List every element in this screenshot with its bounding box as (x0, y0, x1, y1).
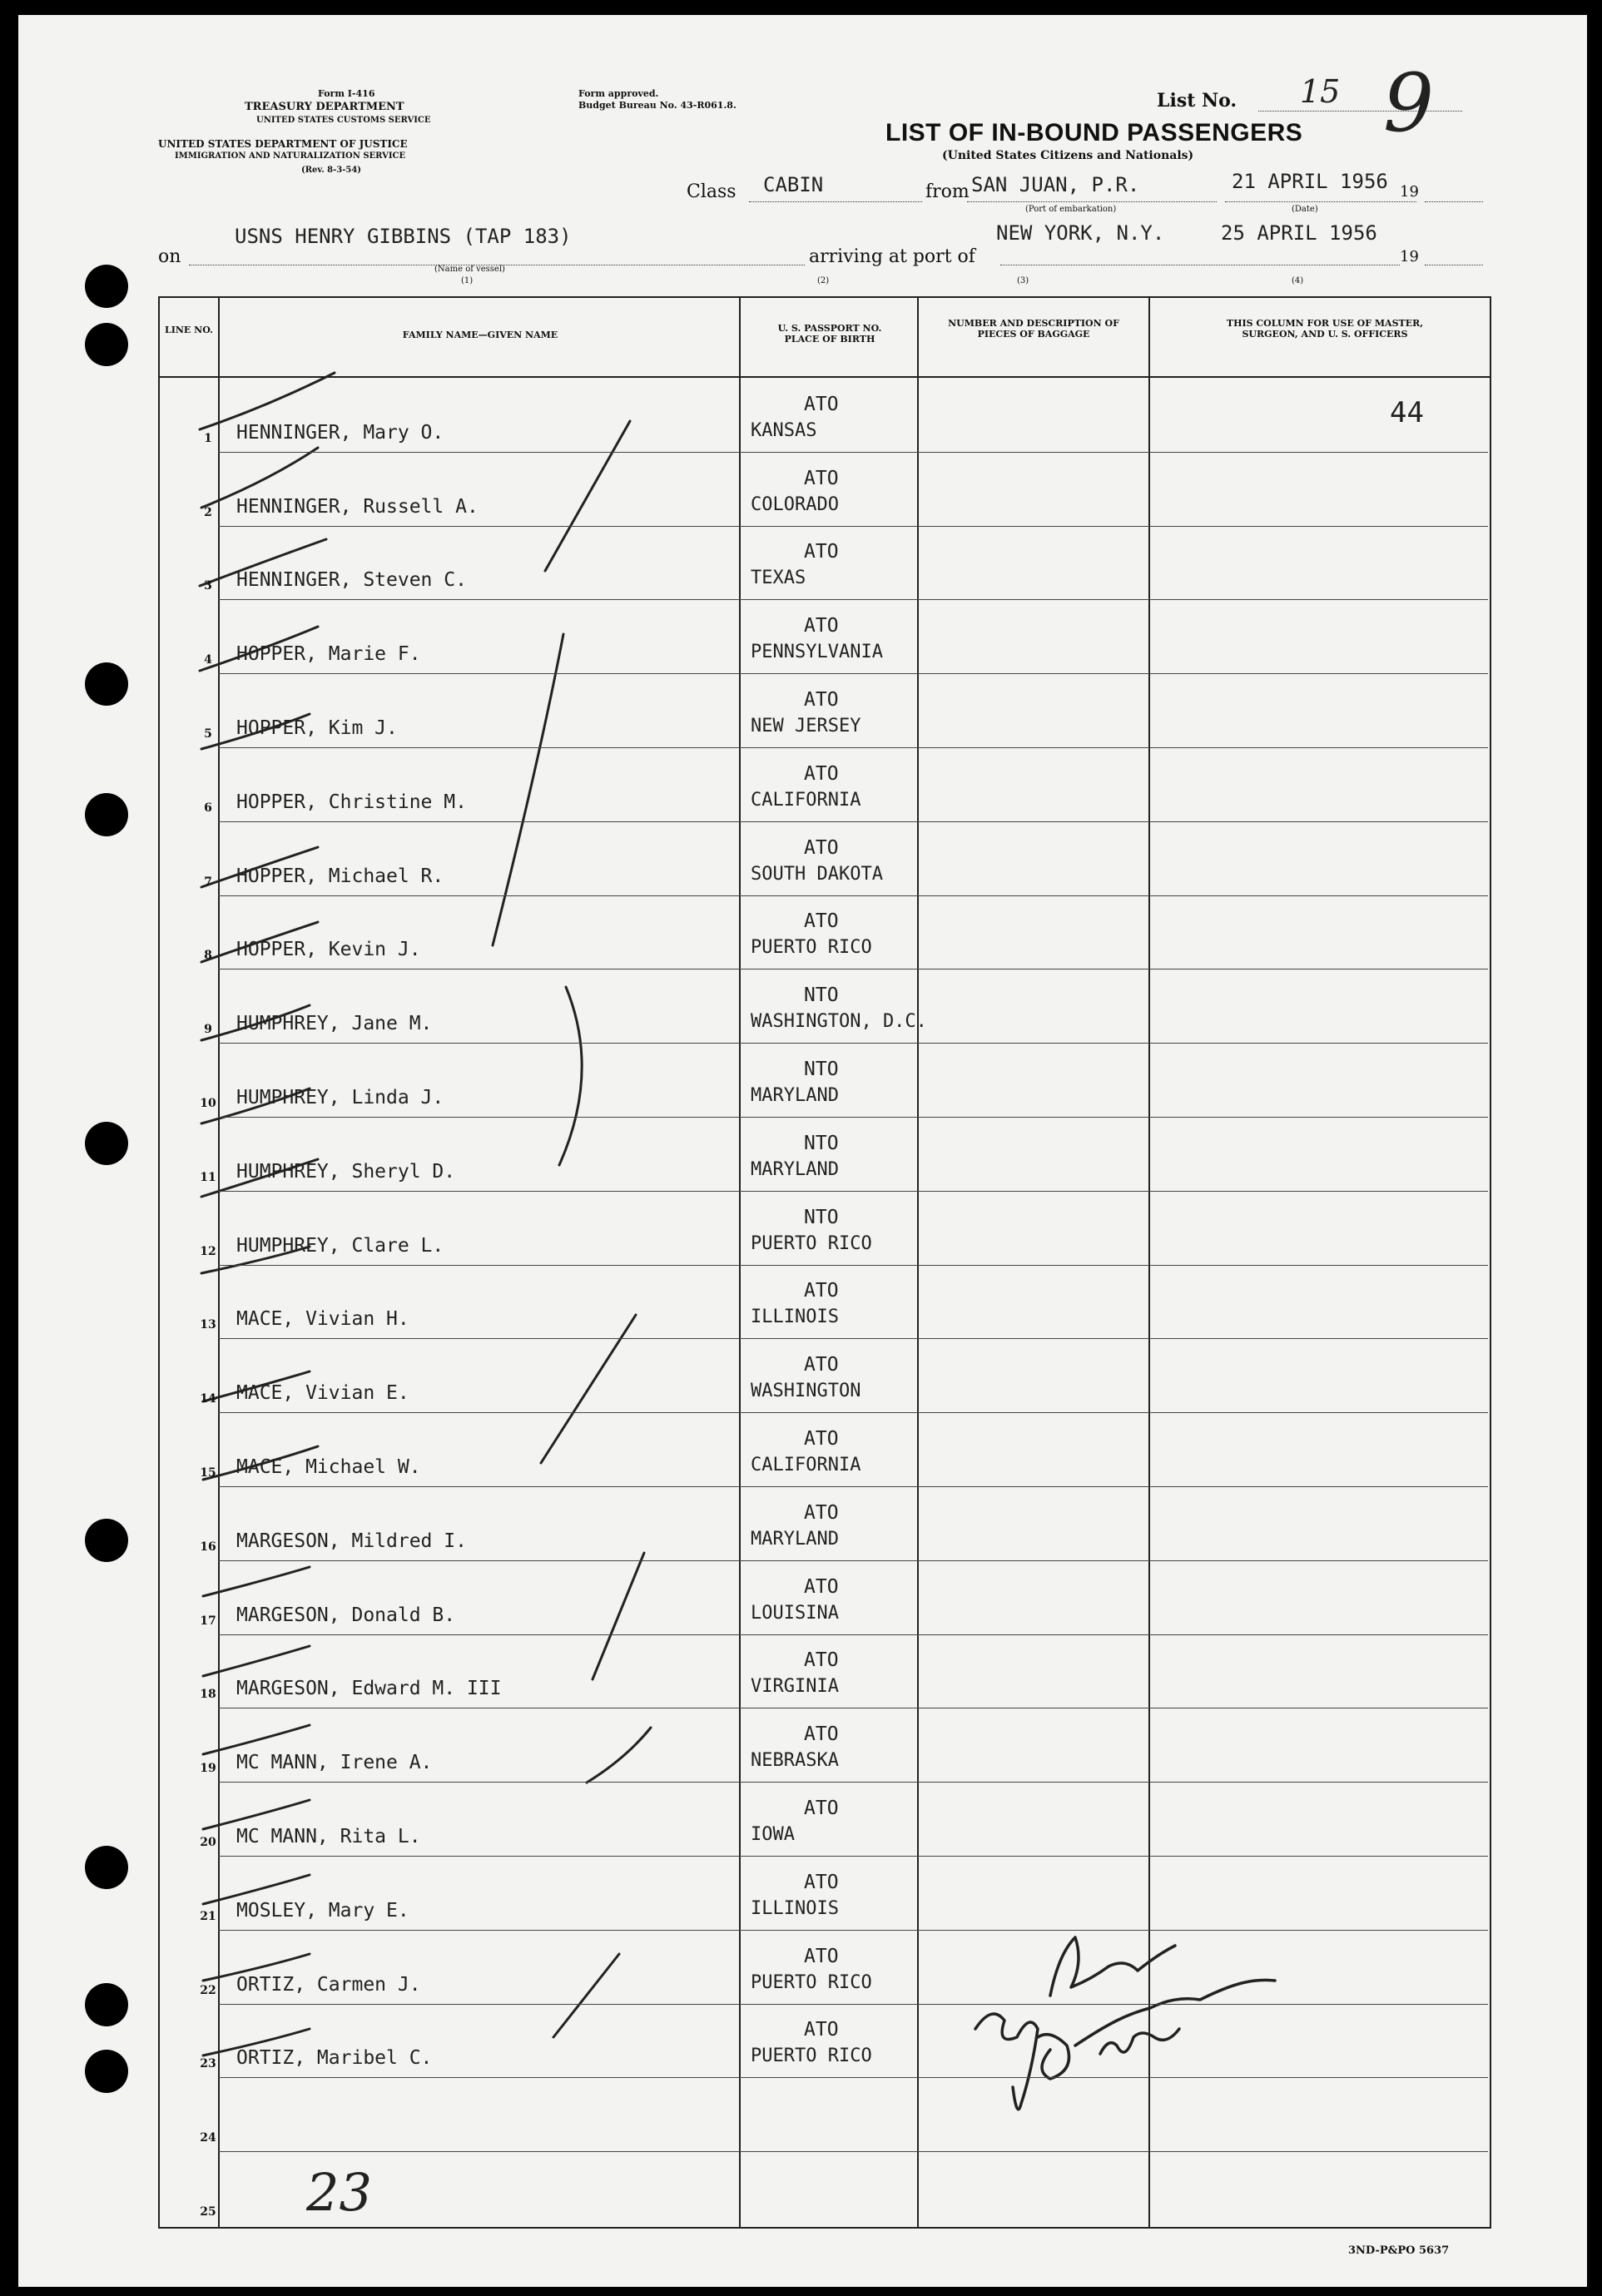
embark-port: SAN JUAN, P.R. (971, 173, 1140, 196)
col3-caption: (3) (1017, 276, 1029, 285)
manifest-page (18, 15, 1587, 2287)
row-number: 11 (200, 1170, 216, 1184)
row-number: 17 (200, 1614, 216, 1628)
place-of-birth: PUERTO RICO (751, 1232, 872, 1254)
row-divider (218, 747, 1488, 748)
printer-code: 3ND-P&PO 5637 (1348, 2244, 1450, 2257)
row-number: 15 (200, 1466, 216, 1480)
passport-code: ATO (804, 910, 839, 933)
row-number: 2 (204, 505, 212, 519)
passport-code: ATO (804, 1354, 839, 1376)
form-number: Form I-416 (318, 88, 375, 99)
col-header-name: FAMILY NAME—GIVEN NAME (402, 330, 558, 340)
place-of-birth: KANSAS (751, 419, 817, 441)
place-of-birth: MARYLAND (751, 1528, 839, 1550)
class-label: Class (687, 181, 737, 202)
treasury-department: TREASURY DEPARTMENT (245, 101, 404, 113)
place-of-birth: COLORADO (751, 493, 839, 515)
form-approved: Form approved. (578, 88, 659, 99)
row-divider (218, 1338, 1488, 1339)
officer-signature (975, 1937, 1275, 2110)
place-of-birth: LOUISINA (751, 1602, 839, 1624)
place-of-birth: MARYLAND (751, 1158, 839, 1180)
place-of-birth: NEW JERSEY (751, 716, 861, 736)
page-title: LIST OF IN-BOUND PASSENGERS (885, 119, 1303, 146)
date-caption: (Date) (1292, 205, 1318, 214)
row-divider (218, 2151, 1488, 2152)
row-number: 9 (204, 1023, 212, 1037)
arrival-date: 25 APRIL 1956 (1221, 221, 1377, 245)
total-count: 23 (306, 2162, 372, 2223)
passport-code: ATO (804, 1501, 839, 1524)
row-number: 19 (200, 1762, 216, 1776)
passport-code: ATO (804, 615, 839, 637)
list-no-value: 9 (1383, 57, 1435, 150)
row-divider (218, 1634, 1488, 1635)
passport-code: ATO (804, 1945, 839, 1967)
passport-code: ATO (804, 836, 839, 859)
row-number: 6 (204, 801, 212, 815)
place-of-birth: NEBRASKA (751, 1750, 839, 1772)
col1-caption: (1) (461, 276, 474, 285)
row-number: 8 (204, 949, 212, 963)
place-of-birth: SOUTH DAKOTA (751, 863, 883, 885)
passenger-name: HUMPHREY, Sheryl D. (236, 1160, 456, 1183)
passenger-name: HOPPER, Kim J. (236, 717, 398, 739)
col2-caption: (2) (817, 276, 830, 285)
row-divider (218, 1856, 1488, 1857)
row-number: 22 (200, 1983, 216, 1997)
passport-code: ATO (804, 689, 839, 711)
passenger-name: MACE, Vivian H. (236, 1308, 409, 1331)
place-of-birth: ILLINOIS (751, 1307, 839, 1328)
passenger-name: MARGESON, Edward M. III (236, 1678, 502, 1700)
passenger-name: MACE, Michael W. (236, 1456, 421, 1478)
passport-code: ATO (804, 762, 839, 785)
row-divider (218, 1043, 1488, 1044)
row-number: 16 (200, 1540, 216, 1554)
place-of-birth: ILLINOIS (751, 1897, 839, 1919)
row-divider (218, 895, 1488, 896)
row-number: 18 (200, 1688, 216, 1702)
place-of-birth: TEXAS (751, 568, 806, 589)
arrival-port: NEW YORK, N.Y. (996, 221, 1165, 245)
col-header-baggage: NUMBER AND DESCRIPTION OF PIECES OF BAGGAGE (948, 318, 1119, 340)
page-subtitle: (United States Citizens and Nationals) (942, 149, 1194, 162)
on-label: on (158, 246, 181, 267)
class-value: CABIN (763, 173, 824, 196)
row-number: 21 (200, 1909, 216, 1923)
passport-code: ATO (804, 1280, 839, 1302)
col4-caption: (4) (1292, 276, 1304, 285)
passport-code: ATO (804, 1428, 839, 1450)
row-divider (218, 452, 1488, 453)
passenger-name: MARGESON, Donald B. (236, 1604, 456, 1626)
place-of-birth: PUERTO RICO (751, 1971, 872, 1993)
row-number: 7 (204, 875, 212, 889)
passenger-name: MOSLEY, Mary E. (236, 1899, 409, 1922)
officer-count: 44 (1390, 396, 1424, 429)
row-divider (218, 2004, 1488, 2005)
passenger-name: HUMPHREY, Clare L. (236, 1234, 444, 1257)
passenger-name: ORTIZ, Carmen J. (236, 1973, 421, 1996)
row-number: 1 (204, 431, 212, 445)
row-divider (218, 1930, 1488, 1931)
passenger-name: HOPPER, Marie F. (236, 643, 421, 666)
passport-code: ATO (804, 1871, 839, 1893)
row-divider (218, 1560, 1488, 1561)
row-number: 3 (204, 579, 212, 593)
passenger-name: MARGESON, Mildred I. (236, 1530, 467, 1552)
list-corner-mark: 15 (1300, 73, 1341, 110)
passenger-name: HENNINGER, Mary O. (236, 421, 444, 444)
row-divider (218, 526, 1488, 527)
arriving-label: arriving at port of (809, 246, 975, 267)
passport-code: NTO (804, 1206, 839, 1228)
row-number: 20 (200, 1836, 216, 1849)
row-divider (218, 2077, 1488, 2078)
col-header-passport: U. S. PASSPORT NO. PLACE OF BIRTH (777, 323, 882, 345)
passenger-name: HUMPHREY, Linda J. (236, 1087, 444, 1108)
passport-code: ATO (804, 541, 839, 563)
passenger-name: HOPPER, Michael R. (236, 865, 444, 887)
passenger-name: MC MANN, Irene A. (236, 1752, 433, 1774)
passport-code: ATO (804, 467, 839, 489)
place-of-birth: IOWA (751, 1824, 795, 1845)
from-label: from (925, 181, 970, 202)
passenger-name: HOPPER, Kevin J. (236, 939, 421, 961)
embark-caption: (Port of embarkation) (1025, 205, 1117, 214)
year-suffix-2: 19 (1400, 248, 1419, 265)
customs-service: UNITED STATES CUSTOMS SERVICE (256, 116, 431, 125)
place-of-birth: MARYLAND (751, 1085, 839, 1106)
place-of-birth: PENNSYLVANIA (751, 642, 883, 663)
passport-code: NTO (804, 984, 839, 1007)
ink-marks (18, 15, 1587, 2287)
row-number: 10 (200, 1097, 216, 1110)
immigration-service: IMMIGRATION AND NATURALIZATION SERVICE (175, 151, 406, 161)
place-of-birth: CALIFORNIA (751, 1455, 861, 1475)
passport-code: ATO (804, 2019, 839, 2041)
row-number: 13 (200, 1318, 216, 1332)
row-number: 4 (204, 653, 212, 667)
row-number: 14 (200, 1392, 216, 1406)
col-header-officers: THIS COLUMN FOR USE OF MASTER, SURGEON, AND U. S. OFFICERS (1226, 318, 1424, 340)
row-divider (218, 1265, 1488, 1266)
passenger-name: ORTIZ, Maribel C. (236, 2047, 433, 2070)
row-number: 23 (200, 2057, 216, 2071)
budget-bureau: Budget Bureau No. 43-R061.8. (578, 100, 737, 111)
row-divider (218, 1412, 1488, 1413)
embark-date: 21 APRIL 1956 (1232, 170, 1388, 193)
place-of-birth: CALIFORNIA (751, 789, 861, 811)
passenger-name: MC MANN, Rita L. (236, 1826, 421, 1847)
place-of-birth: PUERTO RICO (751, 2046, 872, 2067)
row-divider (218, 1191, 1488, 1192)
place-of-birth: VIRGINIA (751, 1676, 839, 1698)
revision-date: (Rev. 8-3-54) (301, 166, 362, 175)
vessel-caption: (Name of vessel) (434, 265, 505, 274)
place-of-birth: WASHINGTON, D.C. (751, 1011, 927, 1033)
row-divider (218, 821, 1488, 822)
row-divider (218, 599, 1488, 600)
passenger-name: HOPPER, Christine M. (236, 791, 467, 813)
row-number: 12 (200, 1244, 216, 1258)
row-divider (218, 1486, 1488, 1487)
vessel-name: USNS HENRY GIBBINS (TAP 183) (235, 225, 572, 248)
passport-code: ATO (804, 1649, 839, 1672)
passport-code: NTO (804, 1059, 839, 1080)
department-of-justice: UNITED STATES DEPARTMENT OF JUSTICE (158, 138, 408, 150)
passport-code: NTO (804, 1132, 839, 1154)
place-of-birth: WASHINGTON (751, 1381, 861, 1402)
passenger-name: MACE, Vivian E. (236, 1382, 409, 1405)
row-divider (218, 673, 1488, 674)
row-number: 5 (204, 727, 212, 741)
row-number: 24 (200, 2131, 216, 2145)
passport-code: ATO (804, 1723, 839, 1746)
year-suffix-1: 19 (1400, 183, 1419, 201)
passenger-name: HENNINGER, Russell A. (236, 495, 479, 518)
passenger-name: HENNINGER, Steven C. (236, 569, 467, 592)
row-divider (218, 1782, 1488, 1783)
place-of-birth: PUERTO RICO (751, 937, 872, 959)
passport-code: ATO (804, 1575, 839, 1598)
passport-code: ATO (804, 1798, 839, 1819)
row-number: 25 (200, 2205, 216, 2219)
passenger-name: HUMPHREY, Jane M. (236, 1013, 433, 1035)
col-header-line: LINE NO. (165, 325, 213, 335)
list-no-label: List No. (1157, 90, 1237, 112)
passport-code: ATO (804, 393, 839, 415)
row-divider (218, 1117, 1488, 1118)
